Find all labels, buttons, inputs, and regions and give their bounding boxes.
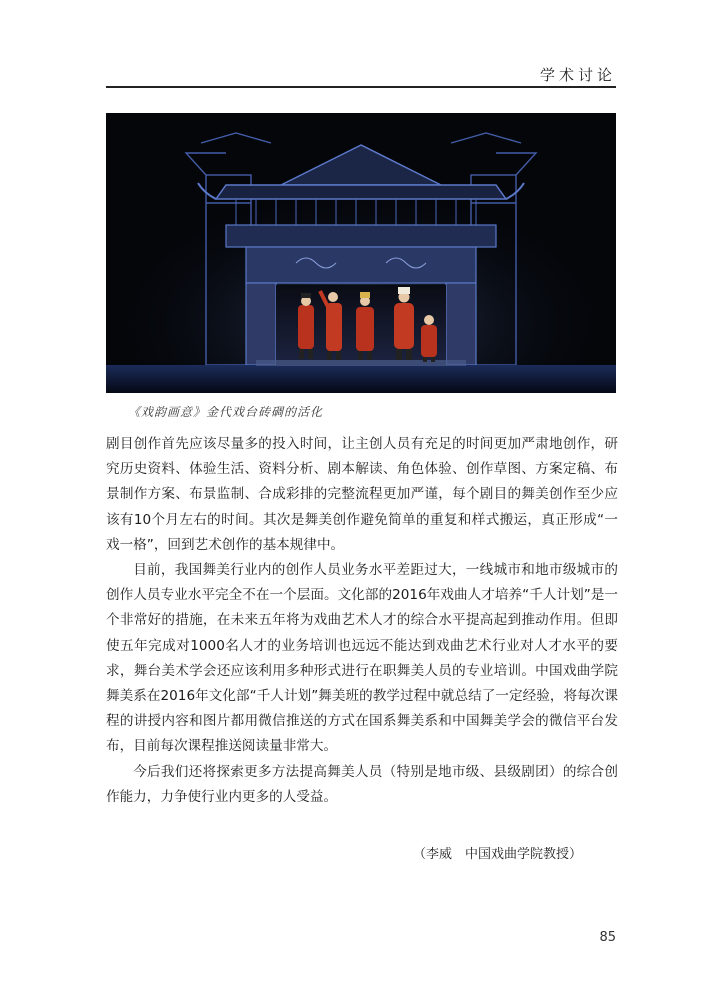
article-body: [106, 432, 618, 810]
section-title: 学术讨论: [539, 66, 616, 84]
stage-photo: [106, 113, 616, 393]
photo-caption: 《戏韵画意》金代戏台砖碉的活化: [128, 405, 324, 419]
header-divider: [106, 86, 616, 88]
paragraph: 剧目创作首先应该尽量多的投入时间，让主创人员有充足的时间更加严肃地创作，研究历史资料、体验生活、资料分析、剧本解读、角色体验、创作草图、方案定稿、布景制作方案、布景监制、合成彩排的完整流程更加严谨，每个剧目的舞美创作至少应该有10个月左右的时间。其次是舞美创作避免简单的重复和样式搬运，真正形成“一戏一格”，回到艺术创作的基本规律中。: [106, 436, 618, 553]
page-number: 85: [599, 930, 616, 945]
paragraph: 目前，我国舞美行业内的创作人员业务水平差距过大，一线城市和地市级城市的创作人员专业水平完全不在一个层面。文化部的2016年戏曲人才培养“千人计划”是一个非常好的措施，在未来五年将为戏曲艺术人才的综合水平提高起到推动作用。但即使五年完成对1000名人才的业务培训也远远不能达到戏曲艺术行业对人才水平的要求，舞台美术学会还应该利用多种形式进行在职舞美人员的专业培训。中国戏曲学院舞美系在2016年文化部“千人计划”舞美班的教学过程中就总结了一定经验，将每次课程的讲授内容和图片都用微信推送的方式在国系舞美系和中国舞美学会的微信平台发布，目前每次课程推送阅读量非常大。: [106, 562, 618, 755]
author-signature: （李威 中国戏曲学院教授）: [412, 847, 582, 862]
paragraph: 今后我们还将探索更多方法提高舞美人员（特别是地市级、县级剧团）的综合创作能力，力争使行业内更多的人受益。: [106, 763, 618, 805]
